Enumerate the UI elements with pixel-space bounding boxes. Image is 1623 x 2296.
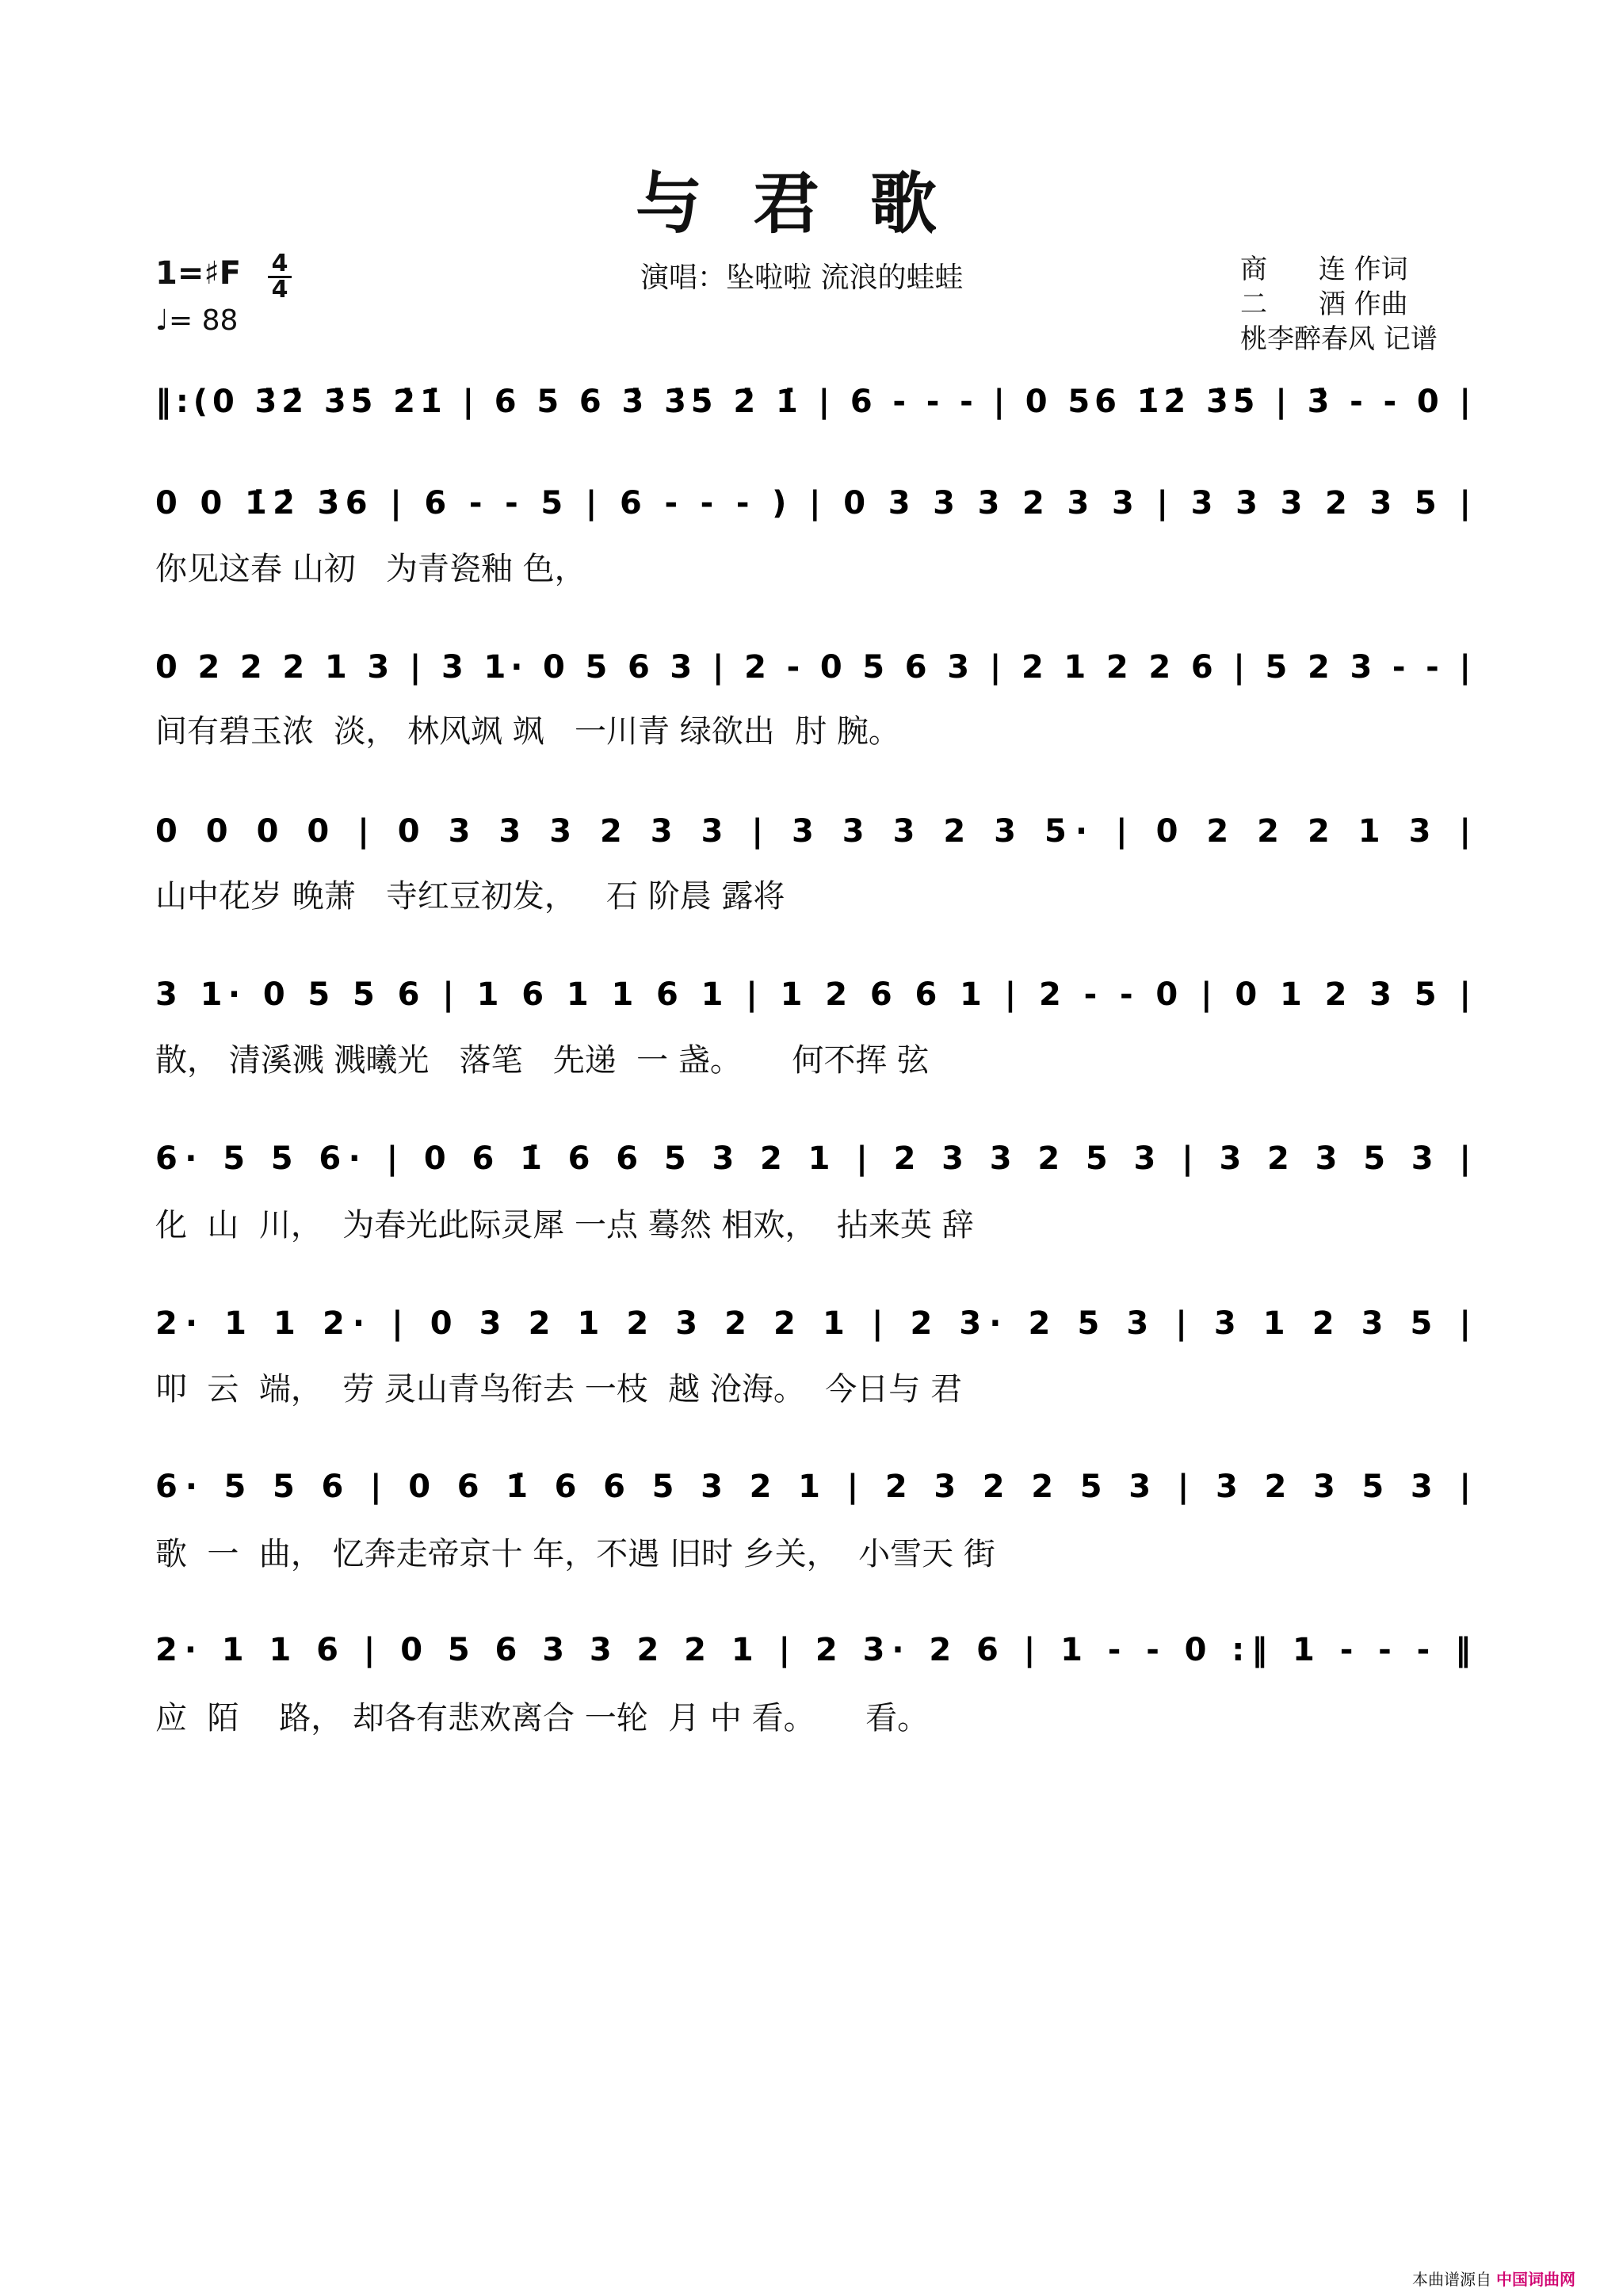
key-signature: 1=♯F xyxy=(155,255,242,292)
notation-line: 2· 1 1 6 | 0 5 6 3 3 2 2 1 | 2 3· 2 6 | 1 - - 0 :‖ 1 - - - ‖ xyxy=(155,1632,1471,1668)
lyric-line: 化 山 川， 为春光此际灵犀 一点 蓦然 相欢， 拈来英 辞 xyxy=(155,1207,974,1244)
score-row xyxy=(155,485,1471,522)
transcriber-credit: 桃李醉春风 记谱 xyxy=(1240,323,1438,355)
lyric-line: 散， 清溪溅 溅曦光 落笔 先递 一 盏。 何不挥 弦 xyxy=(155,1042,930,1079)
footer-brand: 中国词曲网 xyxy=(1496,2270,1575,2289)
singer-credit: 演唱：坠啦啦 流浪的蛙蛙 xyxy=(640,262,964,294)
lyric-line: 应 陌 路， 却各有悲欢离合 一轮 月 中 看。 看。 xyxy=(155,1700,930,1736)
notation-line: 0 0 0 0 | 0 3 3 3 2 3 3 | 3 3 3 2 3 5· | 0 2 2 2 1 3 | xyxy=(155,813,1471,850)
lyricist-credit: 商 连 作词 xyxy=(1240,254,1408,285)
lyric-line: 间有碧玉浓 淡， 林风飒 飒 一川青 绿欲出 肘 腕。 xyxy=(155,713,900,750)
footer-source-text: 本曲谱源自 xyxy=(1412,2270,1491,2289)
score-row xyxy=(155,1140,1471,1178)
score-row xyxy=(155,1305,1471,1343)
score-row xyxy=(155,976,1471,1014)
notation-line: 3 1· 0 5 5 6 | 1 6 1 1 6 1 | 1 2 6 6 1 | 2 - - 0 | 0 1 2 3 5 | xyxy=(155,976,1471,1013)
song-title: 与君歌 xyxy=(635,164,987,243)
notation-line: 6· 5 5 6 | 0 6 1̇ 6 6 5 3 2 1 | 2 3 2 2 5 3 | 3 2 3 5 3 | xyxy=(155,1469,1471,1505)
tempo-marking: ♩= 88 xyxy=(155,304,239,337)
score-row xyxy=(155,1469,1471,1506)
notation-line: 0 0 1̇2̇ 3̇6 | 6 - - 5 | 6 - - - ) | 0 3 3 3 2 3 3 | 3 3 3 2 3 5 | xyxy=(155,485,1472,521)
time-signature-bottom: 4 xyxy=(271,276,288,304)
lyric-line: 山中花岁 晚萧 寺红豆初发， 石 阶晨 露将 xyxy=(155,878,785,915)
notation-line: 2· 1 1 2· | 0 3 2 1 2 3 2 2 1 | 2 3· 2 5 3 | 3 1 2 3 5 | xyxy=(155,1305,1472,1342)
score-row xyxy=(155,813,1471,850)
source-footer xyxy=(1412,2267,1575,2290)
lyric-line: 叩 云 端， 劳 灵山青鸟衔去 一枝 越 沧海。 今日与 君 xyxy=(155,1371,963,1408)
lyric-line: 你见这春 山初 为青瓷釉 色， xyxy=(155,551,586,587)
time-signature-top: 4 xyxy=(268,252,292,278)
composer-credit: 二 酒 作曲 xyxy=(1240,288,1408,320)
notation-line: ‖:(0 3̇2̇ 3̇5̇ 2̇1̇ | 6 5 6 3̇ 3̇5̇ 2̇ 1̇ | 6 - - - | 0 56 1̇2̇ 3̇5̇ | 3̇ - - 0 | xyxy=(155,384,1471,420)
score-row xyxy=(155,384,1471,421)
score-row xyxy=(155,1632,1471,1669)
score-row xyxy=(155,649,1471,686)
notation-line: 6· 5 5 6· | 0 6 1̇ 6 6 5 3 2 1 | 2 3 3 2 5 3 | 3 2 3 5 3 | xyxy=(155,1140,1472,1177)
lyric-line: 歌 一 曲， 忆奔走帝京十 年，不遇 旧时 乡关， 小雪天 街 xyxy=(155,1536,995,1572)
notation-line: 0 2 2 2 1 3 | 3 1· 0 5 6 3 | 2 - 0 5 6 3 | 2 1 2 2 6 | 5 2 3 - - | xyxy=(155,649,1471,686)
